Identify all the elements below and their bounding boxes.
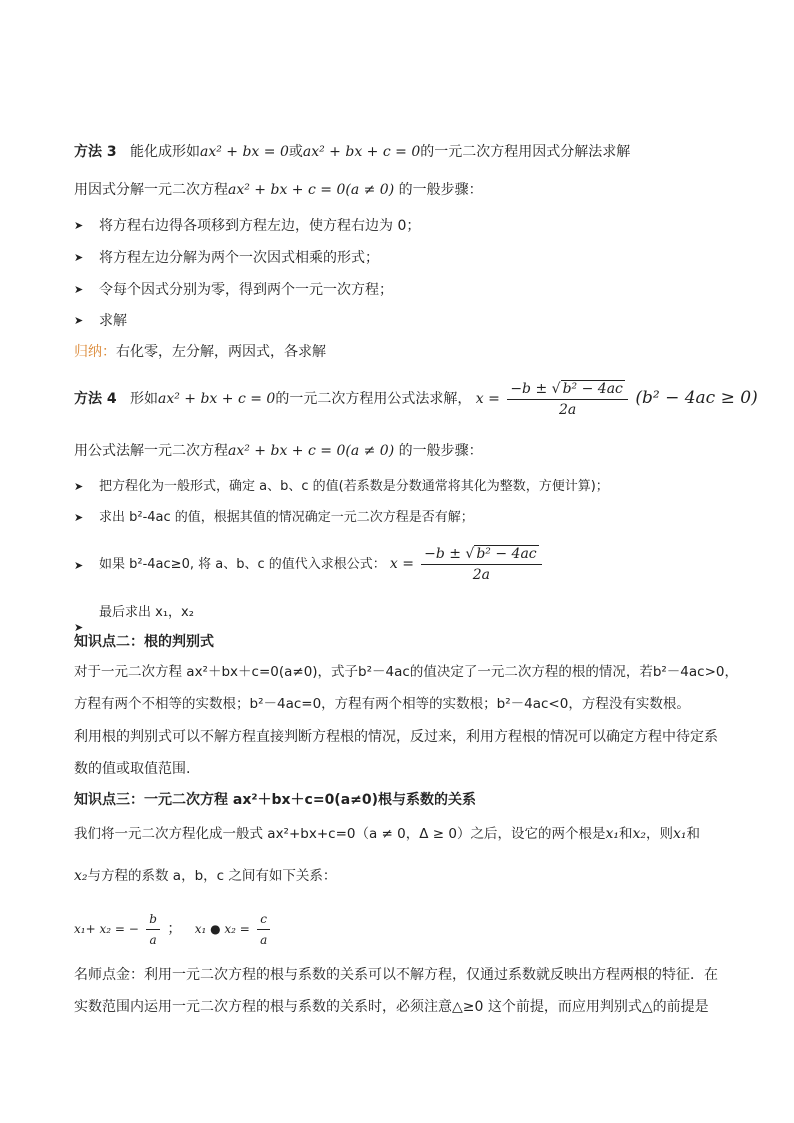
bullet-arrow-icon: ➤ xyxy=(74,621,84,634)
step3-quadratic-formula: $\frac{\text{−b ± √ b² − 4ac}}{2a}$ xyxy=(421,545,542,584)
kp3-line1-post: ，则 xyxy=(645,826,673,842)
factor-step-2: 将方程左边分解为两个一次因式相乘的形式； xyxy=(99,250,379,266)
kp3-x1: x₁ xyxy=(605,826,619,842)
vieta-sep: ； xyxy=(167,921,182,937)
vieta-sum-lhs: x₁+ x₂ = − xyxy=(74,922,139,936)
kp3-line1-pre: 我们将一元二次方程化成一般式 ax²+bx+c=0（a ≠ 0，Δ ≥ 0）之后，设它的两个根是 xyxy=(74,826,606,842)
kp2-p1-line1: 对于一元二次方程 ax²＋bx＋c=0(a≠0)，式子b²－4ac的值决定了一元二次方程的根的情况，若b²－4ac>0， xyxy=(74,664,738,680)
summary-line xyxy=(74,342,326,362)
vieta-formulas xyxy=(74,908,273,950)
kp2-p2-line1: 利用根的判别式可以不解方程直接判断方程根的情况，反过来，利用方程根的情况可以确定方程中待定系 xyxy=(74,729,718,745)
factor-intro-post: 的一般步骤： xyxy=(398,182,483,198)
method3-or: 或 xyxy=(288,144,303,160)
vieta-sum-frac xyxy=(146,910,160,949)
kp3-line2-post: 与方程的系数 a，b，c 之间有如下关系： xyxy=(87,868,337,884)
kp3-title: 知识点三：一元二次方程 ax²＋bx＋c=0(a≠0)根与系数的关系 xyxy=(74,792,477,808)
bullet-arrow-icon: ➤ xyxy=(74,480,84,493)
bullet-arrow-icon: ➤ xyxy=(74,511,84,524)
factor-step-4: 求解 xyxy=(99,313,127,329)
step3-num-pre: −b ± xyxy=(424,546,461,562)
vieta-prod-lhs: x₁ ● x₂ = xyxy=(194,922,250,936)
formula-num-pre: −b ± xyxy=(510,380,548,397)
kp2-title: 知识点二：根的判别式 xyxy=(74,634,214,650)
step3-sqrt: b² − 4ac xyxy=(476,546,537,562)
vieta-sum-den: a xyxy=(149,932,157,947)
quadratic-formula: $\frac{\text{−b ± √ b² − 4ac}}{2a}$ xyxy=(507,380,628,419)
tip-line1: 名师点金：利用一元二次方程的根与系数的关系可以不解方程，仅通过系数就反映出方程两根的特征．在 xyxy=(74,967,718,983)
method3-eq1: ax² + bx = 0 xyxy=(199,144,289,160)
formula-step-3-text: 如果 b²-4ac≥0, 将 a、b、c 的值代入求根公式： xyxy=(99,557,386,572)
method3-text: 能化成形如 xyxy=(129,144,200,160)
kp3-line1 xyxy=(74,824,700,844)
method4-condition: (b² − 4ac ≥ 0) xyxy=(635,388,758,408)
formula-den: 2a xyxy=(558,401,577,418)
vieta-prod-num: c xyxy=(257,910,270,930)
method4-formula-lhs: x = xyxy=(475,391,500,407)
bullet-arrow-icon: ➤ xyxy=(74,559,84,572)
kp2-p1-line2: 方程有两个不相等的实数根；b²－4ac=0，方程有两个相等的实数根；b²－4ac<0，方程没有实数根。 xyxy=(74,696,690,712)
method4-label: 方法 4 xyxy=(74,391,117,407)
formula-step-4: 最后求出 x₁，x₂ xyxy=(99,605,194,620)
method3-line xyxy=(74,142,630,162)
method3-eq2: ax² + bx + c = 0 xyxy=(302,144,421,160)
vieta-prod-frac xyxy=(257,910,270,949)
summary-text: 右化零，左分解，两因式，各求解 xyxy=(116,344,326,360)
summary-label: 归纳： xyxy=(74,344,116,360)
factor-step-3: 令每个因式分别为零，得到两个一元一次方程； xyxy=(99,282,393,298)
step3-den: 2a xyxy=(472,567,490,583)
method4-text: 形如 xyxy=(129,391,158,407)
kp3-x2-line2: x₂ xyxy=(74,868,88,884)
kp2-p2-line2: 数的值或取值范围. xyxy=(74,761,191,777)
formula-intro-pre: 用公式法解一元二次方程 xyxy=(74,443,228,459)
method4-line xyxy=(74,378,758,419)
method3-label: 方法 3 xyxy=(74,144,117,160)
bullet-arrow-icon: ➤ xyxy=(74,283,84,296)
kp3-x2: x₂ xyxy=(632,826,646,842)
method3-tail: 的一元二次方程用因式分解法求解 xyxy=(420,144,631,160)
factor-step-1: 将方程右边得各项移到方程左边，使方程右边为 0； xyxy=(99,218,421,234)
method4-tail: 的一元二次方程用公式法求解， xyxy=(275,391,472,407)
formula-intro-post: 的一般步骤： xyxy=(398,443,483,459)
formula-step-1: 把方程化为一般形式，确定 a、b、c 的值(若系数是分数通常将其化为整数，方便计算)； xyxy=(99,479,609,494)
method4-eq: ax² + bx + c = 0 xyxy=(157,391,276,407)
formula-intro xyxy=(74,441,483,461)
factor-intro xyxy=(74,180,483,200)
kp3-x1-again: x₁ xyxy=(672,826,687,842)
bullet-arrow-icon: ➤ xyxy=(74,251,84,264)
formula-step-2: 求出 b²-4ac 的值，根据其值的情况确定一元二次方程是否有解； xyxy=(99,510,474,525)
vieta-sum-num: b xyxy=(146,910,160,930)
bullet-arrow-icon: ➤ xyxy=(74,219,84,232)
bullet-arrow-icon: ➤ xyxy=(74,314,84,327)
formula-step-3 xyxy=(99,544,545,585)
factor-intro-eq: ax² + bx + c = 0(a ≠ 0) xyxy=(228,182,395,198)
factor-intro-pre: 用因式分解一元二次方程 xyxy=(74,182,228,198)
vieta-prod-den: a xyxy=(260,932,268,947)
kp3-and-again: 和 xyxy=(686,826,700,842)
kp3-and: 和 xyxy=(618,826,633,842)
step3-formula-lhs: x = xyxy=(389,556,414,572)
kp3-line2 xyxy=(74,866,336,886)
tip-line2: 实数范围内运用一元二次方程的根与系数的关系时，必须注意△≥0 这个前提，而应用判别式△的前提是 xyxy=(74,999,709,1015)
formula-intro-eq: ax² + bx + c = 0(a ≠ 0) xyxy=(228,443,395,459)
formula-sqrt: b² − 4ac xyxy=(562,380,623,397)
